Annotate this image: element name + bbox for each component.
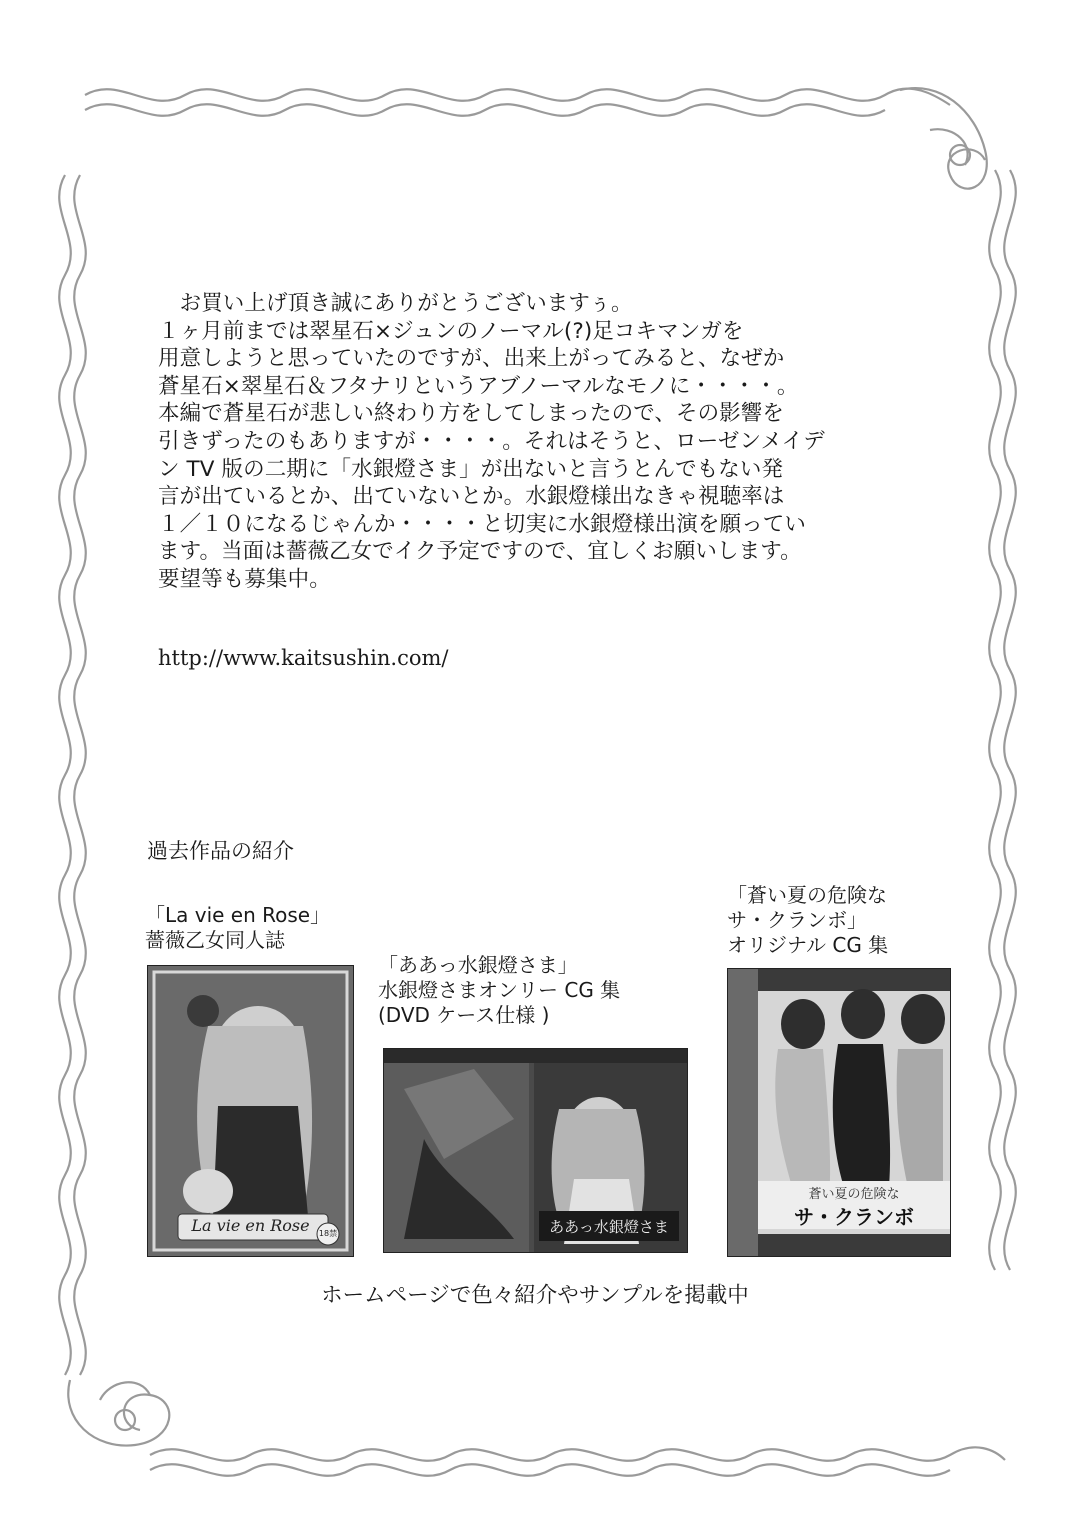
work-3-title-line: サ・クランボ」	[727, 908, 867, 932]
work-1-title-line: 「La vie en Rose」	[145, 903, 331, 927]
intro-line: ます。当面は薔薇乙女でイク予定ですので、宜しくお願いします。	[158, 539, 802, 565]
work-1-cover	[147, 965, 354, 1257]
intro-line: 本編で蒼星石が悲しい終わり方をしてしまったので、その影響を	[158, 401, 784, 427]
intro-line: お買い上げ頂き誠にありがとうございますぅ。	[158, 291, 633, 316]
work-1-cover-caption: La vie en Rose	[191, 1216, 310, 1235]
work-1-cover-art	[148, 966, 353, 1256]
footer-note: ホームページで色々紹介やサンプルを掲載中	[321, 1283, 749, 1308]
intro-line: 要望等も募集中。	[158, 566, 331, 592]
work-3-cover-caption: サ・クランボ	[794, 1205, 914, 1229]
work-1-title-line: 薔薇乙女同人誌	[145, 928, 285, 952]
intro-line: 用意しようと思っていたのですが、出来上がってみると、なぜか	[158, 346, 785, 372]
work-2-cover	[383, 1048, 688, 1253]
work-3-cover	[727, 968, 951, 1257]
intro-line: 引きずったのもありますが・・・・。それはそうと、ローゼンメイデ	[158, 428, 825, 454]
work-3-cover-caption-top: 蒼い夏の危険な	[808, 1187, 900, 1202]
work-2-title-line: 「ああっ水銀燈さま」	[378, 953, 578, 977]
intro-line: ン TV 版の二期に「水銀燈さま」が出ないと言うとんでもない発	[158, 456, 784, 482]
work-3-title-line: 「蒼い夏の危険な	[727, 883, 887, 907]
work-2-cover-caption: ああっ水銀燈さま	[549, 1218, 669, 1236]
past-works-heading: 過去作品の紹介	[147, 839, 294, 863]
age-rating-badge: 18禁	[318, 1229, 338, 1238]
work-3-title	[727, 883, 888, 958]
work-2-title-line: (DVD ケース仕様 )	[378, 1003, 550, 1027]
intro-line: 蒼星石×翠星石＆フタナリというアブノーマルなモノに・・・・。	[158, 373, 799, 399]
work-2-title-line: 水銀燈さまオンリー CG 集	[378, 978, 621, 1002]
website-url[interactable]: http://www.kaitsushin.com/	[158, 646, 449, 670]
intro-line: 言が出ているとか、出ていないとか。水銀燈様出なきゃ視聴率は	[158, 484, 785, 510]
intro-line: １ヶ月前までは翠星石×ジュンのノーマル(?)足コキマンガを	[158, 318, 744, 344]
intro-paragraph	[158, 290, 948, 594]
work-3-title-line: オリジナル CG 集	[727, 933, 889, 957]
work-1-title	[145, 903, 330, 953]
intro-line: １／１０になるじゃんか・・・・と切実に水銀燈様出演を願ってい	[158, 511, 807, 537]
work-2-title	[378, 953, 620, 1028]
